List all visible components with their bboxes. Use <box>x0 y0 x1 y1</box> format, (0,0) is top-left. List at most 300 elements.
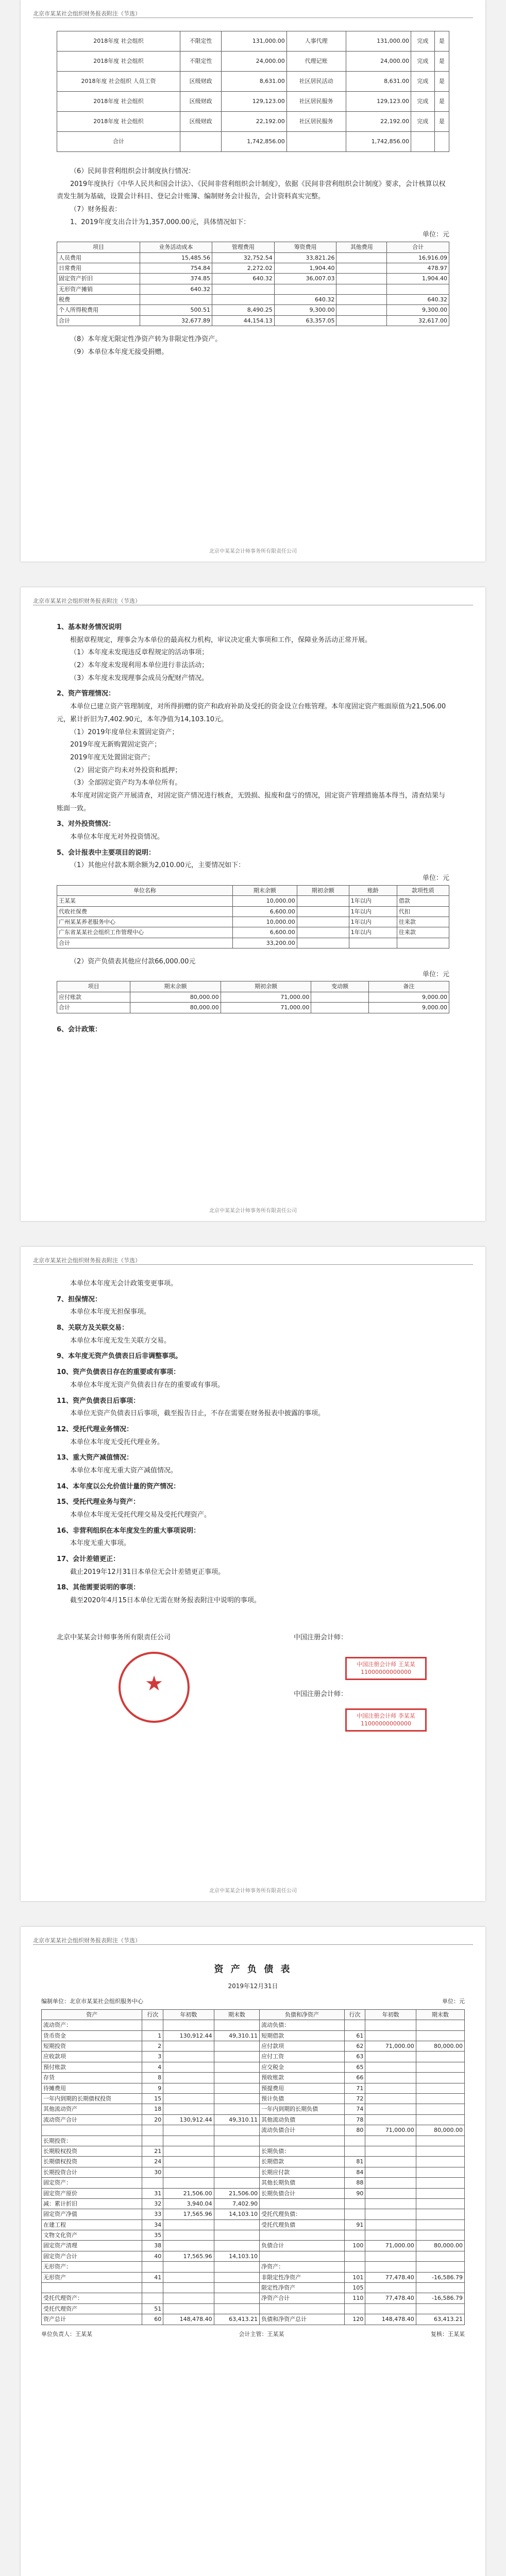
list-item: （2）本年度未发现利用本单位进行非法活动； <box>70 662 209 670</box>
table-cell: 人事代理 <box>286 31 346 52</box>
table-cell: 30 <box>142 2167 163 2177</box>
table-cell: 受托代理负债： <box>260 2209 345 2219</box>
table-cell <box>214 2083 260 2093</box>
table-cell: 131,000.00 <box>222 31 287 52</box>
table-cell: 10,000.00 <box>232 917 297 927</box>
table-row <box>57 305 449 315</box>
table-cell: 预收账款 <box>260 2073 345 2083</box>
table-cell: 王某某 <box>57 896 233 906</box>
table-row <box>42 2198 465 2209</box>
table-cell: 固定资产清理 <box>42 2241 142 2251</box>
table-cell: 49,310.11 <box>214 2114 260 2125</box>
table-cell <box>214 2272 260 2282</box>
table-row <box>57 31 449 52</box>
table-row <box>57 274 449 284</box>
table-cell <box>416 2251 464 2261</box>
column-header: 行次 <box>142 2009 163 2020</box>
table-cell: 合计 <box>57 938 233 948</box>
table-cell <box>212 295 274 305</box>
report-page-3 <box>21 1247 485 1901</box>
column-header: 管理费用 <box>212 242 274 252</box>
table-cell <box>297 927 349 938</box>
table-cell <box>142 2283 163 2293</box>
table-cell: 374.85 <box>140 274 212 284</box>
table-cell: 20 <box>142 2114 163 2125</box>
table-cell: 区级财政 <box>180 112 222 132</box>
table-cell: 往来款 <box>397 927 449 938</box>
table-cell <box>142 2262 163 2272</box>
table-cell: 社区居民服务 <box>286 112 346 132</box>
table-cell: 72 <box>344 2094 365 2104</box>
table-row <box>42 2052 465 2062</box>
table-cell: 8 <box>142 2073 163 2083</box>
table-cell: 80 <box>344 2125 365 2136</box>
table-cell: 完成 <box>411 112 435 132</box>
table-cell: 1年以内 <box>349 927 397 938</box>
preparer-unit: 编制单位：北京市某某社会组织服务中心 <box>41 1997 143 2005</box>
list-item: （1）2019年度单位未置固定资产； <box>70 728 179 736</box>
section-text: 本单位本年度无重大资产减值情况。 <box>70 1466 178 1475</box>
table-cell <box>434 132 449 152</box>
table-cell: 代理记账 <box>286 52 346 72</box>
table-cell: 100 <box>344 2241 365 2251</box>
table-cell <box>214 2167 260 2177</box>
table-cell: 完成 <box>411 31 435 52</box>
balance-sheet-date: 2019年12月31日 <box>228 1982 278 1990</box>
section-text: 截至2020年4月15日本单位无需在财务报表附注中说明的事项。 <box>70 1597 261 1605</box>
star-icon: ★ <box>145 1671 163 1696</box>
table-cell <box>344 2136 365 2146</box>
table-cell <box>163 2073 214 2083</box>
table-cell <box>365 2020 416 2030</box>
column-header: 业务活动成本 <box>140 242 212 252</box>
table-row <box>57 295 449 305</box>
table-cell: 2018年度 社会组织 <box>57 92 180 112</box>
table-cell: 长期负债合计 <box>260 2188 345 2198</box>
table-cell: 24,000.00 <box>222 52 287 72</box>
table-cell: 36,007.03 <box>274 274 336 284</box>
table-cell <box>214 2041 260 2052</box>
table-row <box>57 315 449 326</box>
section-title: 13、重大资产减值情况： <box>57 1454 133 1462</box>
table-cell: 17,565.96 <box>163 2209 214 2219</box>
table-cell: 49,310.11 <box>214 2030 260 2041</box>
table-cell <box>416 2020 464 2030</box>
table-cell <box>365 2104 416 2114</box>
table-cell <box>214 2157 260 2167</box>
table-row <box>57 992 449 1002</box>
table-cell <box>365 2230 416 2241</box>
table-cell: 借款 <box>397 896 449 906</box>
table-cell: 完成 <box>411 72 435 92</box>
list-item: 2019年度无新购置固定资产； <box>70 741 161 749</box>
table-cell: 完成 <box>411 92 435 112</box>
cpa-stamp-2: 中国注册会计师 李某某 11000000000000 <box>345 1708 427 1732</box>
table-cell: 其他流动资产 <box>42 2104 142 2114</box>
column-header: 项目 <box>57 981 130 992</box>
table-cell: 81 <box>344 2157 365 2167</box>
table-cell <box>416 2157 464 2167</box>
table-cell: 754.84 <box>140 263 212 273</box>
table-cell: -16,586.79 <box>416 2293 464 2303</box>
table-cell <box>163 2020 214 2030</box>
section-text: 截止2019年12月31日本单位无会计差错更正事项。 <box>70 1568 225 1576</box>
table-cell: 区级财政 <box>180 72 222 92</box>
table-cell: 流动负债： <box>260 2020 345 2030</box>
list-item: （3）全部固定资产均为本单位所有。 <box>70 779 182 787</box>
table-cell <box>214 2262 260 2272</box>
table-cell <box>416 2052 464 2062</box>
table-cell: 105 <box>344 2283 365 2293</box>
table-cell <box>336 305 387 315</box>
table-cell <box>42 2283 142 2293</box>
table-cell: 其他长期负债 <box>260 2178 345 2188</box>
table-cell: 9,300.00 <box>387 305 449 315</box>
table-cell <box>260 2230 345 2241</box>
table-cell: 22,192.00 <box>222 112 287 132</box>
table-cell: 往来款 <box>397 917 449 927</box>
report-page-1 <box>21 0 485 562</box>
table-cell <box>336 274 387 284</box>
table-cell: 1年以内 <box>349 896 397 906</box>
table-cell <box>142 2136 163 2146</box>
table-cell <box>365 2303 416 2314</box>
table-cell <box>365 2188 416 2198</box>
table-cell <box>260 2303 345 2314</box>
table-cell <box>214 2146 260 2156</box>
table-cell: 34 <box>142 2219 163 2230</box>
table-cell <box>163 2219 214 2230</box>
table-cell <box>344 2146 365 2156</box>
table-cell: 33,200.00 <box>232 938 297 948</box>
table-cell: 9,000.00 <box>368 992 449 1002</box>
column-header: 期末数 <box>416 2009 464 2020</box>
table-cell: 应付工资 <box>260 2052 345 2062</box>
table-cell <box>344 2020 365 2030</box>
table-cell <box>163 2104 214 2114</box>
table-row <box>42 2251 465 2261</box>
table-cell: 一年内到期的长期负债 <box>260 2104 345 2114</box>
table-row <box>42 2114 465 2125</box>
column-header: 其他费用 <box>336 242 387 252</box>
table-cell: 固定资产折旧 <box>57 274 140 284</box>
table-cell: 80,000.00 <box>416 2125 464 2136</box>
table-cell: 14,103.10 <box>214 2251 260 2261</box>
table-cell: 不限定性 <box>180 31 222 52</box>
table-cell: 6,600.00 <box>232 906 297 917</box>
table-cell <box>336 263 387 273</box>
table-cell: 63,413.21 <box>214 2314 260 2325</box>
section-title: 6、会计政策： <box>57 1025 102 1033</box>
section-title: 8、关联方及关联交易： <box>57 1324 129 1332</box>
table-cell <box>365 2114 416 2125</box>
unit-label: 单位：元 <box>422 231 449 239</box>
table-cell: 在建工程 <box>42 2219 142 2230</box>
table-cell: 是 <box>434 31 449 52</box>
table-cell: 6,600.00 <box>232 927 297 938</box>
table-cell: 固定资产净值 <box>42 2209 142 2219</box>
table-row <box>42 2262 465 2272</box>
section-title: 16、非营利组织在本年度发生的重大事项说明： <box>57 1527 200 1535</box>
table-cell: 71,000.00 <box>221 992 311 1002</box>
table-cell: 应付账款 <box>57 992 130 1002</box>
table-cell: 4 <box>142 2062 163 2072</box>
table-row <box>42 2125 465 2136</box>
firm-seal <box>119 1652 190 1723</box>
table-cell: 完成 <box>411 52 435 72</box>
table-cell: 84 <box>344 2167 365 2177</box>
table-cell: 17,565.96 <box>163 2251 214 2261</box>
page-2-content <box>57 618 449 1036</box>
table-cell <box>416 2303 464 2314</box>
table-cell <box>286 132 346 152</box>
table-cell: 32,617.00 <box>387 315 449 326</box>
table-cell: 131,000.00 <box>346 31 411 52</box>
table-cell <box>365 2073 416 2083</box>
table-cell <box>416 2219 464 2230</box>
section-text: （1）其他应付款本期余额为2,010.00元，主要情况如下： <box>70 861 245 870</box>
table-row <box>42 2136 465 2146</box>
table-cell <box>365 2062 416 2072</box>
table-row <box>42 2293 465 2303</box>
table-cell <box>297 896 349 906</box>
table-cell: 77,478.40 <box>365 2293 416 2303</box>
table-cell <box>214 2020 260 2030</box>
table-cell: 固定资产： <box>42 2178 142 2188</box>
page-header: 北京市某某社会组织财务报表附注（节选） <box>33 1936 473 1945</box>
table-cell: 1,904.40 <box>387 274 449 284</box>
list-item: （3）本年度未发现理事会成员分配财产情况。 <box>70 674 209 682</box>
table-cell <box>365 2136 416 2146</box>
table-row <box>57 72 449 92</box>
section-title: 5、会计报表中主要项目的说明： <box>57 849 156 857</box>
table-cell: 80,000.00 <box>416 2041 464 2052</box>
table-cell: 71 <box>344 2083 365 2093</box>
table-cell: 18 <box>142 2104 163 2114</box>
table-cell: 33 <box>142 2209 163 2219</box>
table-cell: 受托代理资产： <box>42 2293 142 2303</box>
table-cell <box>163 2303 214 2314</box>
table-cell: 71,000.00 <box>365 2041 416 2052</box>
table-cell: 代扣 <box>397 906 449 917</box>
table-cell: 65 <box>344 2062 365 2072</box>
page-footer: 北京中某某会计师事务所有限责任公司 <box>209 1208 297 1214</box>
table-cell: 90 <box>344 2188 365 2198</box>
table-cell: -16,586.79 <box>416 2272 464 2282</box>
table-row <box>42 2230 465 2241</box>
para-8: 1、2019年度支出合计为1,357,000.00元，具体情况如下： <box>70 218 250 226</box>
table-cell: 3 <box>142 2052 163 2062</box>
table-cell: 受托代理负债 <box>260 2219 345 2230</box>
section-text: 本单位本年度无担保事项。 <box>70 1308 151 1316</box>
table-cell <box>214 2094 260 2104</box>
table-cell <box>163 2062 214 2072</box>
table-cell <box>344 2262 365 2272</box>
table-cell <box>163 2157 214 2167</box>
table-cell: 62 <box>344 2041 365 2052</box>
table-cell <box>344 2230 365 2241</box>
table-cell <box>163 2272 214 2282</box>
table-cell <box>344 2251 365 2261</box>
table-cell <box>416 2188 464 2198</box>
table-cell: 1,742,856.00 <box>222 132 287 152</box>
table-cell <box>163 2283 214 2293</box>
section-text: 根据章程规定，理事会为本单位的最高权力机构，审议决定重大事项和工作，保障业务活动正常开展。 <box>70 636 372 644</box>
table-cell: 文物文化资产 <box>42 2230 142 2241</box>
table-cell <box>297 938 349 948</box>
table-cell <box>214 2104 260 2114</box>
table-cell: 流动负债合计 <box>260 2125 345 2136</box>
table-cell: 合计 <box>57 132 180 152</box>
section-title: 12、受托代理业务情况： <box>57 1425 133 1433</box>
table-cell <box>387 284 449 294</box>
table-cell: 2018年度 社会组织 <box>57 52 180 72</box>
table-row <box>42 2314 465 2325</box>
table-cell <box>214 2219 260 2230</box>
table-cell: 个人所得税费用 <box>57 305 140 315</box>
column-header: 备注 <box>368 981 449 992</box>
table-row <box>42 2104 465 2114</box>
table-cell <box>297 917 349 927</box>
section-title: 18、其他需要说明的事项： <box>57 1584 140 1592</box>
table-cell: 应收款项 <box>42 2052 142 2062</box>
balance-sheet <box>41 1958 465 2340</box>
sign-accounting: 会计主管：王某某 <box>239 2330 284 2337</box>
table-cell: 日常费用 <box>57 263 140 273</box>
column-header: 期初余额 <box>221 981 311 992</box>
table-row <box>42 2083 465 2093</box>
table-cell <box>365 2094 416 2104</box>
table-row <box>42 2073 465 2083</box>
table-cell <box>336 284 387 294</box>
list-item: 2019年度无处置固定资产； <box>70 753 155 761</box>
table-cell <box>163 2136 214 2146</box>
table-cell <box>297 906 349 917</box>
table-cell <box>365 2209 416 2219</box>
table-cell: 44,154.13 <box>212 315 274 326</box>
table-cell: 21 <box>142 2146 163 2156</box>
section-title: 14、本年度以公允价值计量的资产情况： <box>57 1482 180 1490</box>
table-row <box>42 2219 465 2230</box>
table-cell: 短期借款 <box>260 2030 345 2041</box>
column-header: 单位名称 <box>57 885 233 895</box>
table-cell: 8,490.25 <box>212 305 274 315</box>
table-cell: 待摊费用 <box>42 2083 142 2093</box>
table-cell <box>163 2094 214 2104</box>
table-row <box>42 2146 465 2156</box>
cpa-label-1: 中国注册会计师： <box>294 1633 348 1641</box>
table-cell <box>411 132 435 152</box>
bullet-list <box>57 333 449 359</box>
unit-label: 单位：元 <box>422 874 449 883</box>
section-text: 本单位本年度无受托代理交易及受托代理资产。 <box>70 1511 211 1519</box>
table-cell: 51 <box>142 2303 163 2314</box>
page-footer: 北京中某某会计师事务所有限责任公司 <box>209 549 297 554</box>
table-cell: 24,000.00 <box>346 52 411 72</box>
table-cell: 长期债权投资 <box>42 2157 142 2167</box>
table-cell: 预计负债 <box>260 2094 345 2104</box>
column-header: 年初数 <box>365 2009 416 2020</box>
table-cell: 长期借款 <box>260 2157 345 2167</box>
section-text: 本单位本年度无发生关联方交易。 <box>70 1336 171 1345</box>
para-body: 2019年度执行《中华人民共和国会计法》、《民间非营利组织会计制度》，依据《民间非营利组织会计制度》要求，会计核算以权责发生制为基础，设置会计科目、登记会计账簿、编制财务会计报告，会计资料真实完整。 <box>57 180 446 201</box>
table-cell: 80,000.00 <box>416 2241 464 2251</box>
table-cell <box>416 2262 464 2272</box>
section-title: 3、对外投资情况： <box>57 820 115 828</box>
table-cell <box>416 2178 464 2188</box>
table-cell: 129,123.00 <box>222 92 287 112</box>
table-cell: 66 <box>344 2073 365 2083</box>
table-row <box>42 2241 465 2251</box>
table-cell: 1年以内 <box>349 906 397 917</box>
section-text: 本年度对固定资产开展清查，对固定资产情况进行核查，无毁损、报废和盘亏的情况，固定资产管理措施基本得当，清查结果与账面一致。 <box>57 791 446 812</box>
table-cell: 税费 <box>57 295 140 305</box>
cpa-label-2: 中国注册会计师： <box>294 1690 348 1698</box>
table-cell: 38 <box>142 2241 163 2251</box>
table-cell <box>416 2104 464 2114</box>
table-cell <box>416 2283 464 2293</box>
table-cell <box>397 938 449 948</box>
column-header: 项目 <box>57 242 140 252</box>
table-cell <box>416 2030 464 2041</box>
column-header: 账龄 <box>349 885 397 895</box>
table-row <box>42 2283 465 2293</box>
table-cell <box>365 2052 416 2062</box>
table-cell: 一年内到期的长期债权投资 <box>42 2094 142 2104</box>
table-cell <box>365 2251 416 2261</box>
balance-sheet-title: 资 产 负 债 表 <box>214 1964 292 1975</box>
table-cell: 应交税金 <box>260 2062 345 2072</box>
table-cell <box>142 2178 163 2188</box>
section-title: 1、基本财务情况说明 <box>57 623 122 631</box>
column-header: 资产 <box>42 2009 142 2020</box>
table-cell: 合计 <box>57 1003 130 1013</box>
table-cell: 合计 <box>57 315 140 326</box>
firm-name: 北京中某某会计师事务所有限责任公司 <box>57 1633 171 1641</box>
sign-review: 复核：王某某 <box>431 2330 465 2337</box>
table-cell: 非限定性净资产 <box>260 2272 345 2282</box>
table-cell: 130,912.44 <box>163 2030 214 2041</box>
table-cell: 77,478.40 <box>365 2272 416 2282</box>
section-text: （2）资产负债表其他应付款66,000.00元 <box>70 958 196 966</box>
table-cell: 15,485.56 <box>140 252 212 263</box>
table-cell <box>416 2198 464 2209</box>
table-cell <box>214 2230 260 2241</box>
table-cell: 63 <box>344 2052 365 2062</box>
table-cell: 91 <box>344 2219 365 2230</box>
table-cell: 存货 <box>42 2073 142 2083</box>
section-title: 17、会计差错更正： <box>57 1555 120 1564</box>
table-cell <box>416 2114 464 2125</box>
table-cell <box>336 252 387 263</box>
sign-head: 单位负责人：王某某 <box>41 2330 92 2337</box>
table-cell: 8,631.00 <box>222 72 287 92</box>
table-cell: 广东省某某社会组织工作管理中心 <box>57 927 233 938</box>
table-row <box>42 2041 465 2052</box>
column-header: 期初余额 <box>297 885 349 895</box>
table-cell <box>311 992 369 1002</box>
section-text: 本单位本年度无资产负债表日存在的重要或有事项。 <box>70 1381 225 1389</box>
table-cell: 9,000.00 <box>368 1003 449 1013</box>
table-row <box>57 938 449 948</box>
table-cell: 固定资产合计 <box>42 2251 142 2261</box>
table-cell <box>214 2073 260 2083</box>
table-cell: 21,506.00 <box>214 2188 260 2198</box>
table-row <box>42 2303 465 2314</box>
table-cell <box>365 2262 416 2272</box>
table-cell <box>142 2293 163 2303</box>
section-text: 本单位本年度无受托代理业务。 <box>70 1438 164 1446</box>
